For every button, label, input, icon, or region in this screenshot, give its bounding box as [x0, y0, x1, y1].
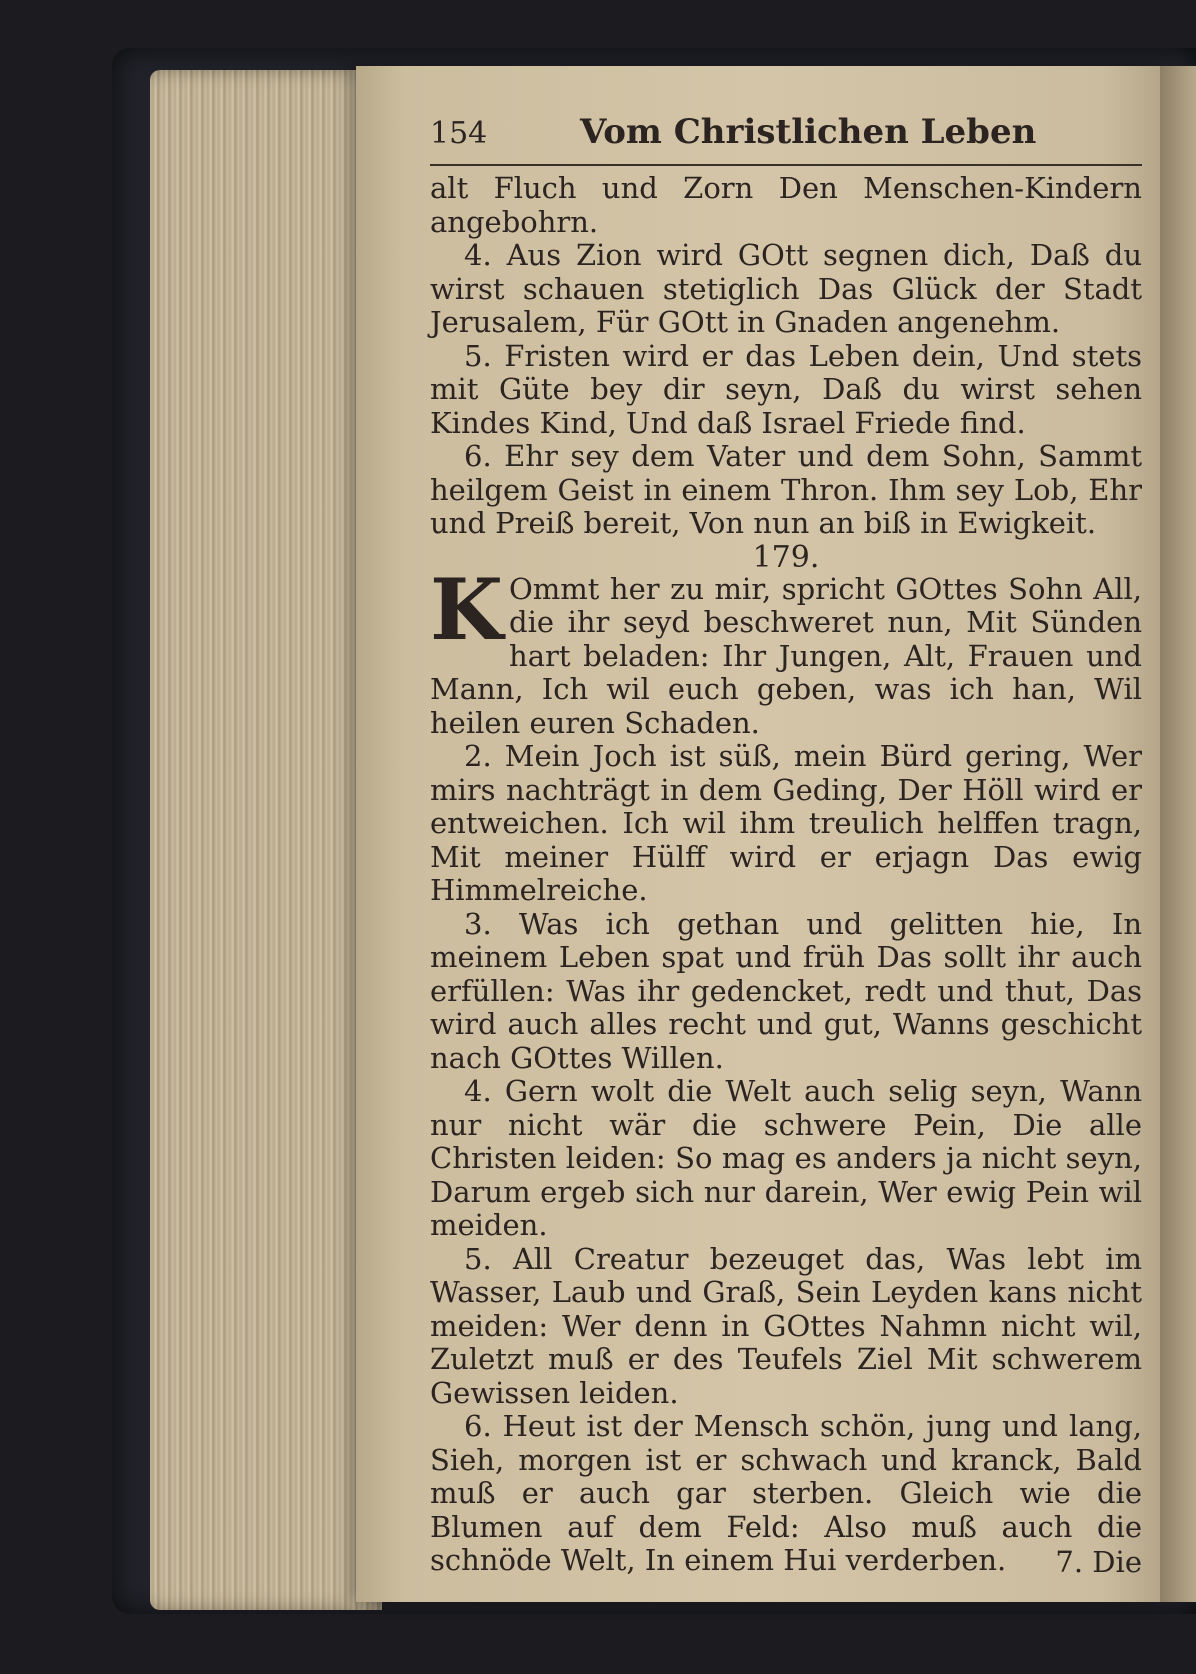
- page-edges: [150, 70, 382, 1610]
- running-title: Vom Christlichen Leben: [580, 112, 1037, 152]
- verse: 5. All Creatur bezeuget das, Was lebt im Wasser, Laub und Graß, Sein Leyden kans nicht meiden: Wer denn in GOttes Nahmn nicht wil, Zuletzt muß er des Teufels Ziel Mit schwerem Gewissen leiden.: [430, 1241, 1142, 1410]
- hymn-first-verse: [430, 559, 1142, 741]
- verse: 4. Gern wolt die Welt auch selig seyn, Wann nur nicht wär die schwere Pein, Die alle Christen leiden: So mag es anders ja nicht seyn, Darum ergeb sich nur darein, Wer ewig Pein wil meiden.: [430, 1074, 1142, 1242]
- verse: 5. Fristen wird er das Leben dein, Und stets mit Güte bey dir seyn, Daß du wirst sehen Kindes Kind, Und daß Israel Friede find.: [430, 338, 1142, 440]
- verse: 4. Aus Zion wird GOtt segnen dich, Daß du wirst schauen stetiglich Das Glück der Stadt Jerusalem, Für GOtt in Gnaden angenehm.: [430, 238, 1142, 339]
- verse: 6. Heut ist der Mensch schön, jung und lang, Sieh, morgen ist er schwach und kranck, Bald muß er auch gar sterben. Gleich wie die Blumen auf dem Feld: Also muß auch die schnöde Welt, In einem Hui verderben.: [430, 1409, 1142, 1577]
- verse: 2. Mein Joch ist süß, mein Bürd gering, Wer mirs nachträgt in dem Geding, Der Höll wird er entweichen. Ich wil ihm treulich helffen tragn, Mit meiner Hülff wird er erjagn Das ewig Himmelreiche.: [430, 739, 1142, 907]
- hymn-first-text: Ommt her zu mir, spricht GOttes Sohn All, die ihr seyd beschweret nun, Mit Sünden hart beladen: Ihr Jungen, Alt, Frauen und Mann, Ich wil euch geben, was ich han, Wil heilen euren Schaden.: [430, 571, 1142, 740]
- verse: 3. Was ich gethan und gelitten hie, In meinem Leben spat und früh Das sollt ihr auch erfüllen: Was ihr gedencket, redt und thut, Das wird auch alles recht und gut, Wanns geschicht nach GOttes Willen.: [430, 906, 1142, 1075]
- catchword: 7. Die: [1055, 1544, 1142, 1579]
- book-gutter: [1160, 66, 1196, 1602]
- page-content: [430, 112, 1142, 1579]
- hymn-number: 179.: [752, 539, 820, 575]
- page-number: 154: [430, 116, 488, 151]
- verse: 6. Ehr sey dem Vater und dem Sohn, Sammt heilgem Geist in einem Thron. Ihm sey Lob, Ehr und Preiß bereit, Von nun an biß in Ewigkeit.: [430, 439, 1142, 540]
- drop-cap: K: [430, 559, 504, 659]
- verse-continuation: alt Fluch und Zorn Den Menschen-Kindern angebohrn.: [430, 171, 1142, 239]
- page-header: [430, 112, 1142, 166]
